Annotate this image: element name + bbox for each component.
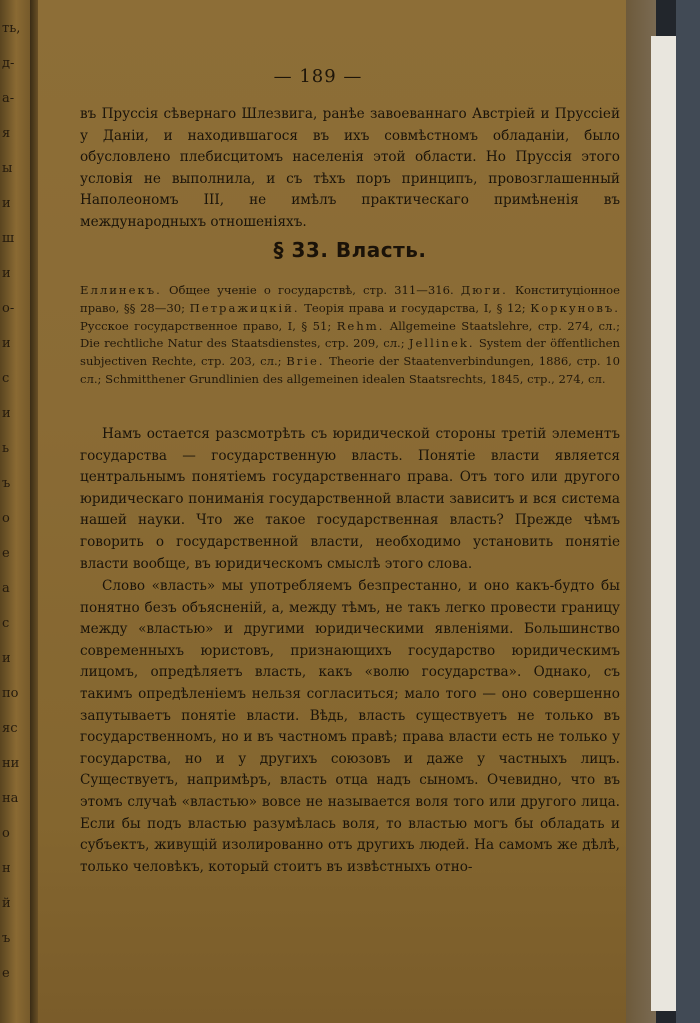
left-page-fragment: ъ: [2, 931, 11, 946]
left-page-fragment: ть,: [2, 21, 21, 36]
left-page-fragment: с: [2, 616, 10, 631]
reference-text: System der öffentlichen subjectiven Rechte, стр. 203, сл.;: [80, 336, 620, 369]
left-page-fragment: о: [2, 826, 10, 841]
section-heading: § 33. Власть.: [273, 238, 427, 262]
reference-text: Теорія права и государства, I, § 12;: [299, 300, 531, 315]
page-number: — 189 —: [273, 66, 363, 87]
left-page-fragment: и: [2, 266, 11, 281]
left-page-fragment: о: [2, 511, 10, 526]
left-page-fragment: д-: [2, 56, 15, 71]
left-page-fragment: е: [2, 966, 10, 981]
reference-author: Brie.: [286, 354, 325, 369]
left-page-fragment: а-: [2, 91, 15, 106]
left-page-fragment: а: [2, 581, 10, 596]
left-page-fragment: по: [2, 686, 19, 701]
reference-author: Jellinek.: [408, 336, 475, 351]
reference-author: Дюги.: [460, 283, 508, 297]
book-page: [38, 0, 628, 1023]
reference-text: Конституціонное право, §§ 28—30;: [80, 283, 620, 315]
left-page-fragment: ъ: [2, 476, 11, 491]
left-page-fragment: ни: [2, 756, 20, 771]
reference-text: Русское государственное право, I, § 51;: [80, 318, 337, 333]
reference-author: Петражицкій.: [189, 300, 300, 315]
reference-text: Общее ученіе о государствѣ, стр. 311—316.: [161, 283, 461, 297]
reference-author: Rehm.: [336, 318, 385, 333]
page-block-edge: [651, 36, 676, 1011]
left-page-fragment: ь: [2, 441, 10, 456]
references-block: [80, 282, 620, 389]
left-page-fragment: ы: [2, 161, 13, 176]
intro-paragraph: въ Пруссія сѣвернаго Шлезвига, ранѣе завоеваннаго Австріей и Пруссіей у Даніи, и находившагося въ ихъ совмѣстномъ обладаніи, было обусловлено плебисцитомъ населенія этой области. Но Пруссія этого условія не выполнила, и съ тѣхъ поръ принципъ, провозглашенный Наполеономъ III, не имѣлъ практическаго примѣненія въ международныхъ отношеніяхъ.: [80, 106, 620, 230]
left-page-fragment: яс: [2, 721, 18, 736]
left-page-fragment: о-: [2, 301, 15, 316]
left-page-fragment: й: [2, 896, 11, 911]
left-page-fragment: е: [2, 546, 10, 561]
left-page-fragment: я: [2, 126, 11, 141]
reference-text: Allgemeine Staatslehre, стр. 274, сл.; Die rechtliche Natur des Staatsdienstes, стр. 209, сл.;: [80, 318, 621, 351]
left-page-fragment: и: [2, 406, 11, 421]
reference-text: Theorie der Staatenverbindungen, 1886, стр. 10 сл.; Schmitthener Grundlinien des allgemeinen idealen Staatsrechts, 1845, стр., 274, сл.: [80, 354, 620, 386]
left-page-fragment: ш: [2, 231, 15, 246]
left-page-fragment: с: [2, 371, 10, 386]
body-paragraph-1: Намъ остается разсмотрѣть съ юридической стороны третій элементъ государства — государственную власть. Понятіе власти является центральнымъ понятіемъ государственнаго права. Отъ того или другого юридическаго пониманія государственной власти зависитъ и вся система нашей науки. Что же такое государственная власть? Прежде чѣмъ говорить о государственной власти, необходимо установить понятіе власти вообще, въ юридическомъ смыслѣ этого слова.: [80, 426, 620, 572]
left-page-fragment: на: [2, 791, 19, 806]
left-page-fragment: и: [2, 336, 11, 351]
reference-author: Еллинекъ.: [80, 283, 162, 297]
left-page-fragment: и: [2, 651, 11, 666]
background-edge: [676, 0, 700, 1023]
left-page-fragment: н: [2, 861, 11, 876]
left-page-fragment: и: [2, 196, 11, 211]
reference-author: Коркуновъ.: [530, 300, 620, 315]
body-paragraph-2: Слово «власть» мы употребляемъ безпрестанно, и оно какъ-будто бы понятно безъ объясненій, а, между тѣмъ, не такъ легко провести границу между «властью» и другими юридическими явленіями. Большинство современныхъ юристовъ, признающихъ государство юридическимъ лицомъ, опредѣляетъ власть, какъ «волю государства». Однако, съ такимъ опредѣленіемъ нельзя согласиться; мало того — оно совершенно запутываетъ понятіе власти. Вѣдь, власть существуетъ не только въ государственномъ, но и въ частномъ правѣ; права власти есть не только у государства, но и у другихъ союзовъ и даже у частныхъ лицъ. Существуетъ, напримѣръ, власть отца надъ сыномъ. Очевидно, что въ этомъ случаѣ «властью» вовсе не называется воля того или другого лица. Если бы подъ властью разумѣлась воля, то властью могъ бы обладать и субъектъ, живущій изолированно отъ другихъ людей. На самомъ же дѣлѣ, только человѣкъ, который стоитъ въ извѣстныхъ отно-: [80, 578, 620, 875]
